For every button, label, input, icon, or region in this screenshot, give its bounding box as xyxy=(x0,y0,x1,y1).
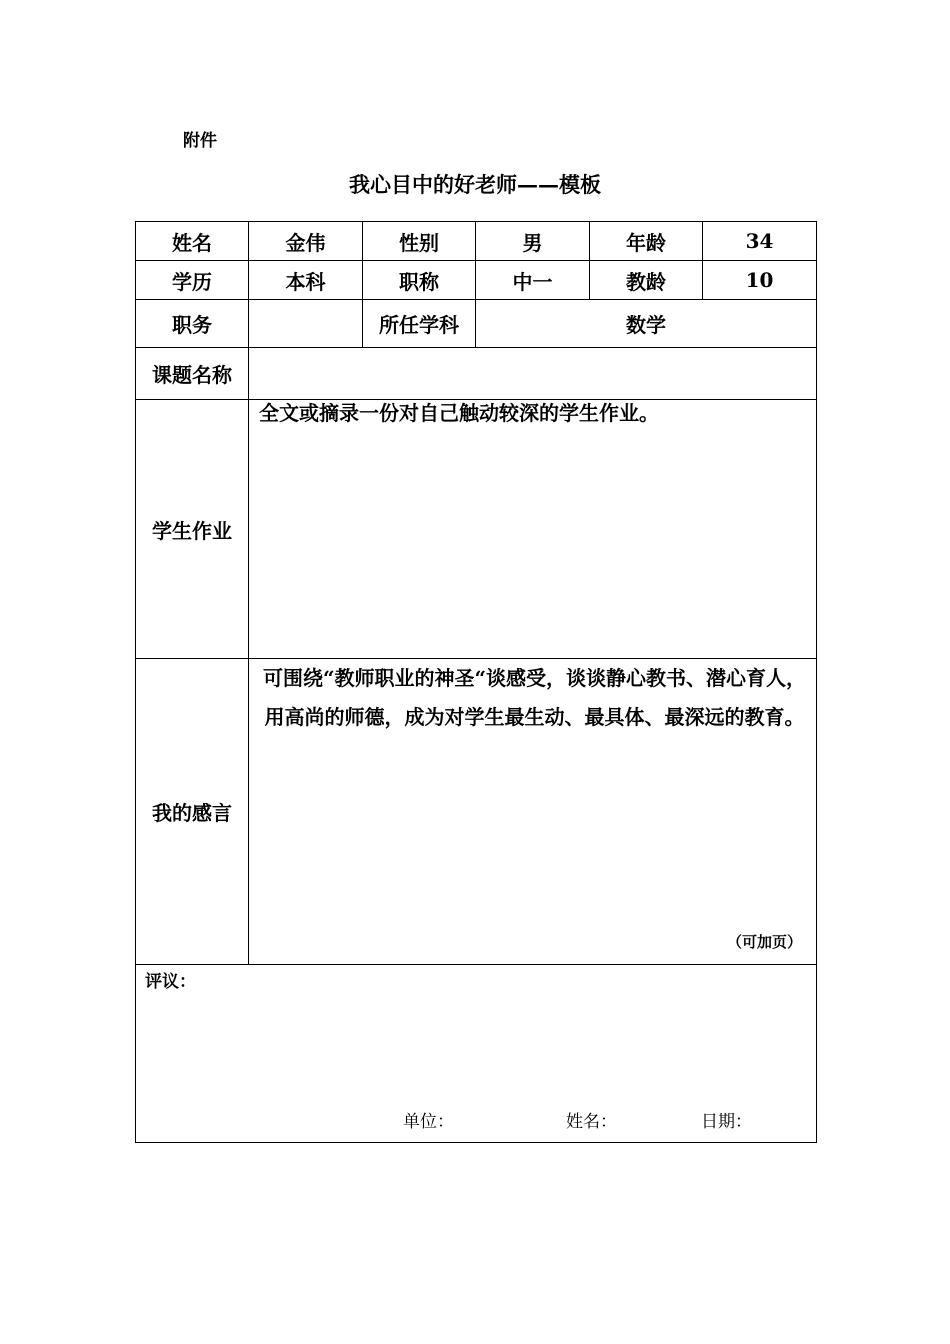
table-row xyxy=(136,222,817,261)
date-label: 日期： xyxy=(701,1112,752,1132)
table-row xyxy=(136,348,817,400)
teaching-years-label: 教龄 xyxy=(590,261,703,300)
homework-content[interactable] xyxy=(249,400,817,659)
reviewer-name-label: 姓名： xyxy=(566,1112,617,1132)
homework-label: 学生作业 xyxy=(136,400,249,659)
rank-value[interactable]: 中一 xyxy=(476,261,590,300)
name-label: 姓名 xyxy=(136,222,249,261)
topic-value[interactable] xyxy=(249,348,817,400)
unit-label: 单位： xyxy=(403,1112,454,1132)
education-value[interactable]: 本科 xyxy=(249,261,363,300)
subject-value[interactable]: 数学 xyxy=(476,300,817,348)
subject-label: 所任学科 xyxy=(363,300,476,348)
review-label: 评议： xyxy=(145,972,196,992)
gender-value[interactable]: 男 xyxy=(476,222,590,261)
age-value[interactable]: 34 xyxy=(703,222,817,261)
add-page-note: （可加页） xyxy=(726,933,802,951)
table-row xyxy=(136,400,817,659)
table-row xyxy=(136,300,817,348)
attachment-label: 附件 xyxy=(183,131,217,151)
feelings-hint: 可围绕“教师职业的神圣“谈感受，谈谈静心教书、潜心育人，用高尚的师德，成为对学生最生动、最具体、最深远的教育。 xyxy=(262,666,806,729)
position-label: 职务 xyxy=(136,300,249,348)
review-section[interactable] xyxy=(136,965,817,1143)
feelings-content[interactable] xyxy=(249,659,817,965)
homework-hint: 全文或摘录一份对自己触动较深的学生作业。 xyxy=(259,401,659,425)
topic-label: 课题名称 xyxy=(136,348,249,400)
table-row xyxy=(136,659,817,965)
position-value[interactable] xyxy=(249,300,363,348)
table-row xyxy=(136,261,817,300)
gender-label: 性别 xyxy=(363,222,476,261)
name-value[interactable]: 金伟 xyxy=(249,222,363,261)
feelings-label: 我的感言 xyxy=(136,659,249,965)
table-row xyxy=(136,965,817,1143)
teaching-years-value[interactable]: 10 xyxy=(703,261,817,300)
rank-label: 职称 xyxy=(363,261,476,300)
page-title: 我心目中的好老师——模板 xyxy=(349,172,601,197)
age-label: 年龄 xyxy=(590,222,703,261)
teacher-form-table xyxy=(135,221,817,1143)
education-label: 学历 xyxy=(136,261,249,300)
